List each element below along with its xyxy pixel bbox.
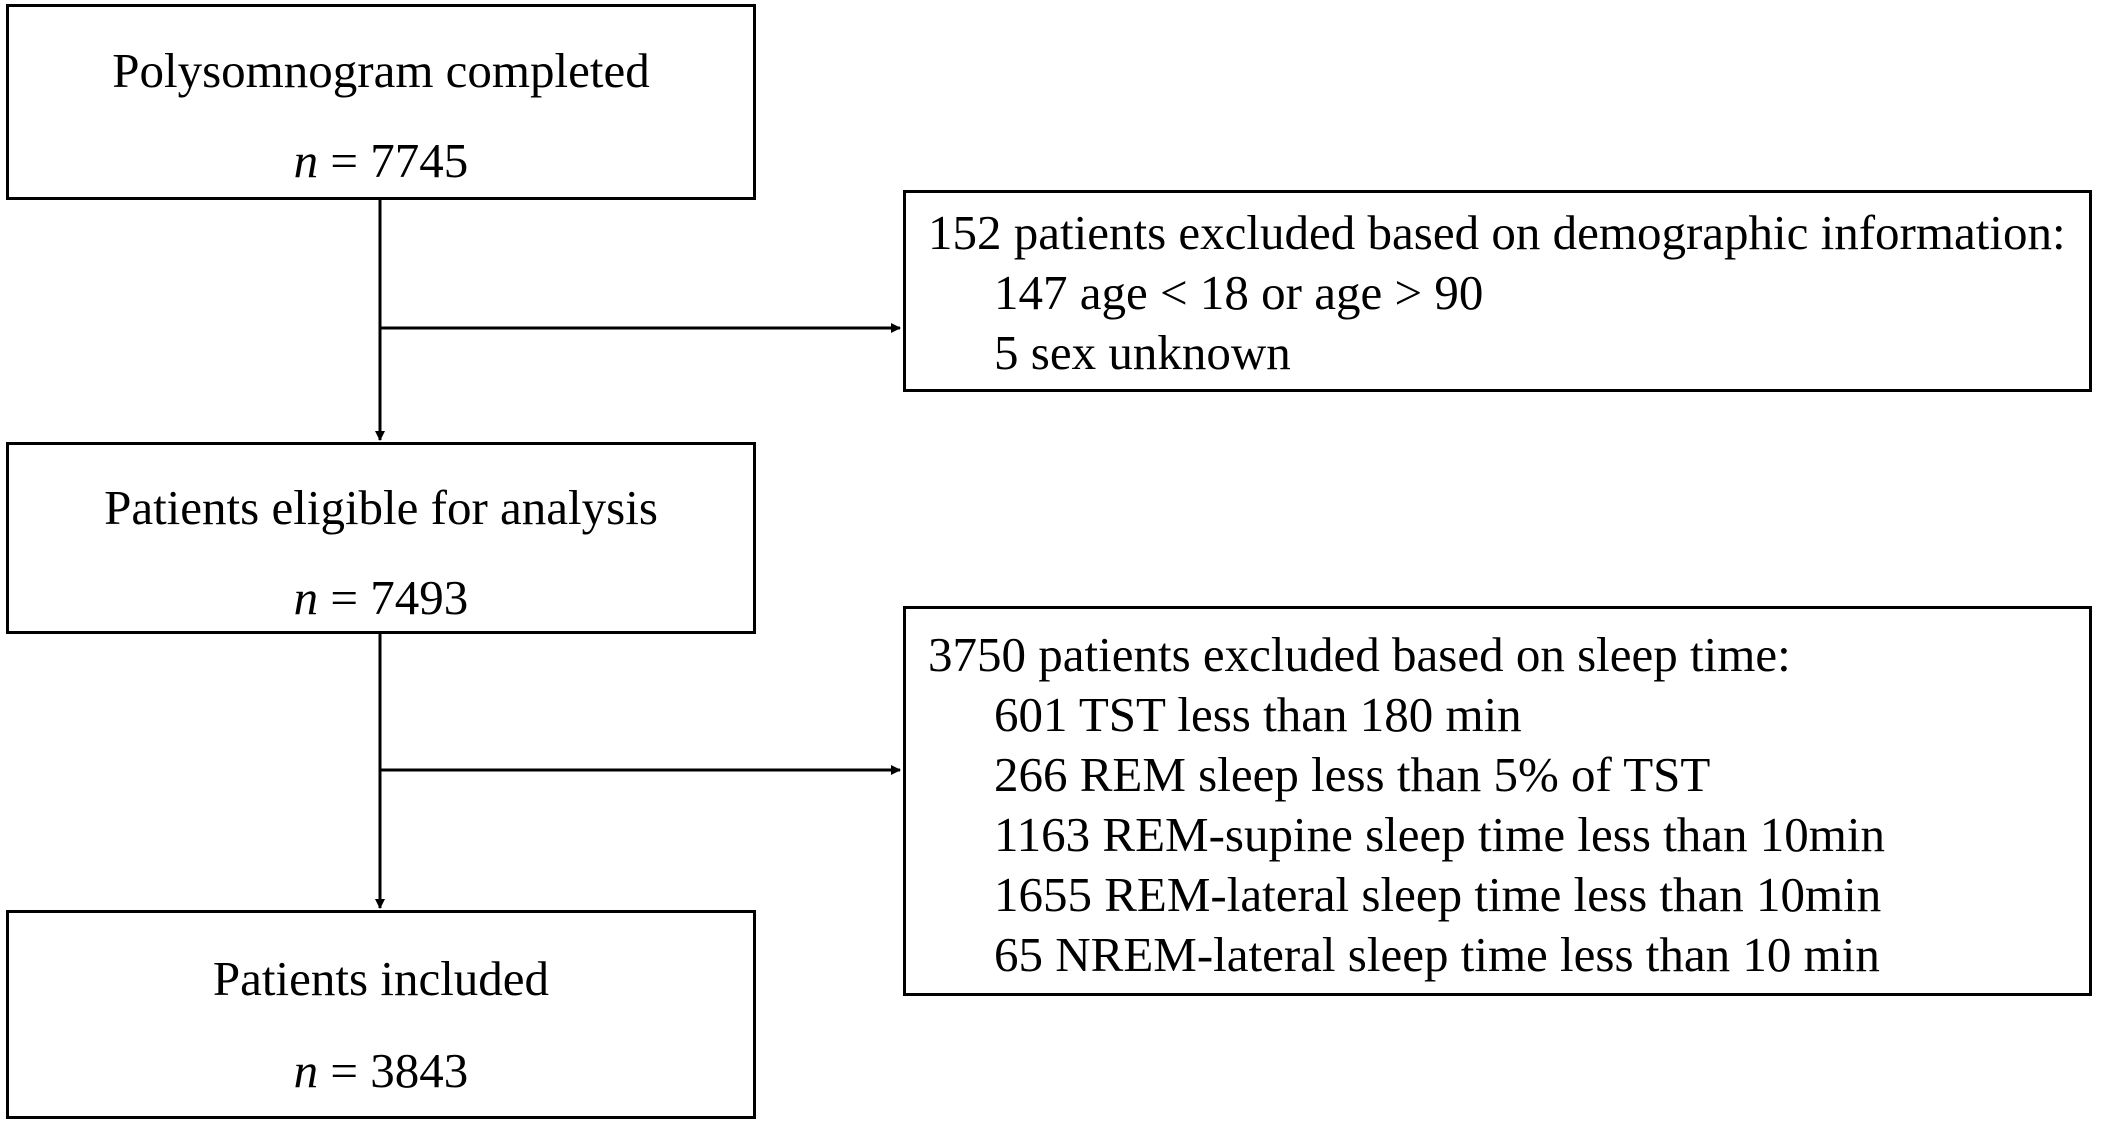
exclusion-item: 147 age < 18 or age > 90 <box>994 265 1484 320</box>
exclusion-item: 1655 REM-lateral sleep time less than 10min <box>994 867 1882 922</box>
exclusion-box-demographic <box>903 190 2092 392</box>
stage-box-polysomnogram <box>6 4 756 200</box>
exclusion-box-sleep-time <box>903 606 2092 996</box>
stage-box-included <box>6 910 756 1119</box>
count-value: = 3843 <box>330 1043 469 1098</box>
n-symbol: n <box>293 1043 319 1098</box>
exclusion-item: 65 NREM-lateral sleep time less than 10 min <box>994 927 1880 982</box>
exclusion-item: 266 REM sleep less than 5% of TST <box>994 747 1711 802</box>
stage-title: Patients eligible for analysis <box>104 480 658 535</box>
stage-count <box>9 133 753 189</box>
exclusion-item: 601 TST less than 180 min <box>994 687 1522 742</box>
exclusion-heading: 152 patients excluded based on demographic information: <box>928 205 2066 260</box>
stage-count <box>9 570 753 626</box>
n-symbol: n <box>293 133 319 188</box>
exclusion-item: 5 sex unknown <box>994 325 1291 380</box>
n-symbol: n <box>293 570 319 625</box>
count-value: = 7493 <box>330 570 469 625</box>
exclusion-heading: 3750 patients excluded based on sleep time: <box>928 627 1791 682</box>
stage-count <box>9 1043 753 1099</box>
exclusion-item: 1163 REM-supine sleep time less than 10min <box>994 807 1885 862</box>
stage-title: Patients included <box>212 951 550 1006</box>
stage-title: Polysomnogram completed <box>112 43 650 98</box>
count-value: = 7745 <box>330 133 469 188</box>
stage-box-eligible <box>6 442 756 634</box>
